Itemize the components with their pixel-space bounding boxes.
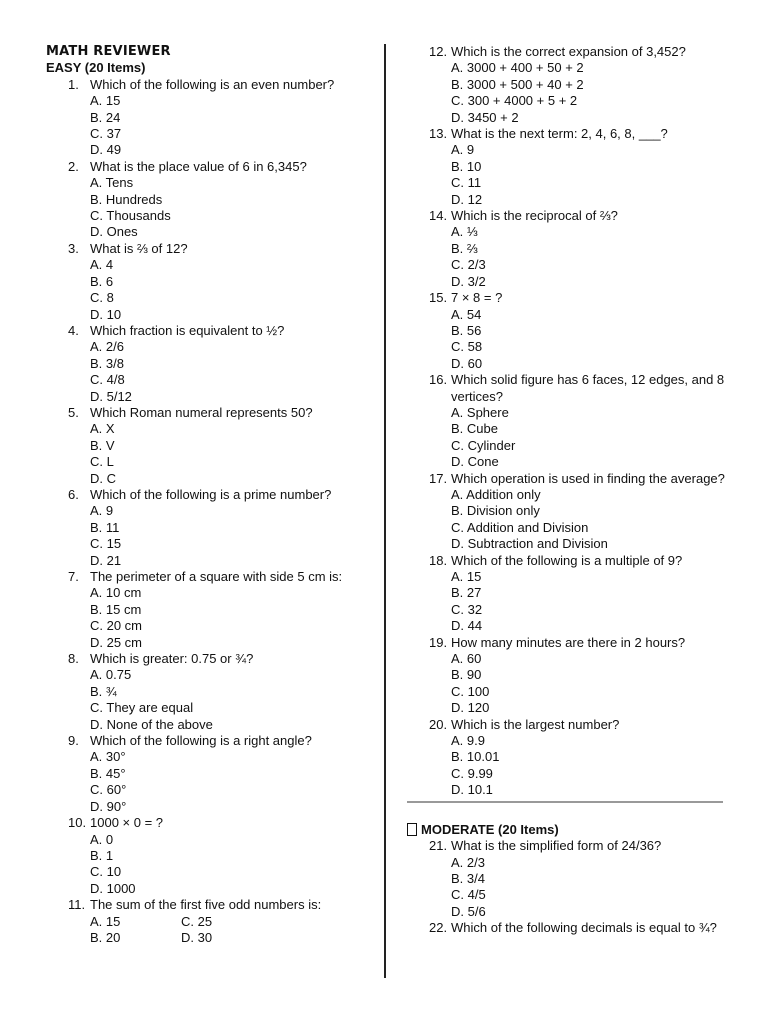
question-14	[407, 208, 725, 290]
question-2	[46, 159, 376, 241]
question-number: 19.	[429, 634, 448, 650]
option-a: A. 9.9	[451, 733, 485, 749]
question-number: 18.	[429, 552, 448, 568]
question-text: How many minutes are there in 2 hours?	[451, 634, 686, 650]
question-number: 3.	[68, 240, 79, 256]
option-a: A. 9	[451, 142, 475, 158]
option-a: A. ⅓	[451, 224, 478, 240]
option-d: D. 1000	[90, 880, 136, 896]
option-a: A. Addition only	[451, 486, 541, 502]
right-column	[407, 44, 725, 937]
option-a: A. Sphere	[451, 404, 509, 420]
question-15	[407, 290, 725, 372]
question-text: Which Roman numeral represents 50?	[90, 404, 313, 420]
question-number: 8.	[68, 651, 79, 667]
option-a: A. 9	[90, 503, 114, 519]
option-b: B. 15 cm	[90, 601, 142, 617]
option-d: D. 21	[90, 552, 122, 568]
question-number: 15.	[429, 290, 448, 306]
option-d: D. Cone	[451, 454, 499, 470]
option-d: D. None of the above	[90, 716, 213, 732]
question-3	[46, 241, 376, 323]
option-c: C. 4/8	[90, 372, 125, 388]
question-number: 1.	[68, 76, 79, 92]
option-b: B. 3000 + 500 + 40 + 2	[451, 76, 584, 92]
question-number: 12.	[429, 44, 448, 59]
question-text: Which is the reciprocal of ⅔?	[451, 208, 618, 224]
option-c: C. 32	[451, 601, 483, 617]
option-b: B. Division only	[451, 503, 540, 519]
question-text: What is ⅔ of 12?	[90, 240, 188, 256]
question-text: What is the place value of 6 in 6,345?	[90, 158, 307, 174]
question-number: 10.	[68, 815, 87, 831]
question-5	[46, 405, 376, 487]
question-19	[407, 635, 725, 717]
question-text: Which is greater: 0.75 or ¾?	[90, 651, 254, 667]
option-b: B. V	[90, 437, 115, 453]
option-c: C. Cylinder	[451, 437, 516, 453]
option-c: C. 15	[90, 536, 122, 552]
question-number: 7.	[68, 569, 79, 584]
question-text: Which of the following decimals is equal to ¾?	[451, 920, 717, 936]
option-c: C. 8	[90, 290, 114, 306]
moderate-section-heading	[407, 822, 725, 838]
option-b: B. 3/8	[90, 355, 124, 371]
option-a: A. 60	[451, 651, 482, 667]
option-d: D. 10	[90, 306, 122, 322]
option-d: D. Subtraction and Division	[451, 536, 608, 552]
option-d: D. 60	[451, 355, 483, 371]
moderate-heading-text: MODERATE (20 Items)	[421, 821, 559, 837]
question-number: 21.	[429, 838, 448, 854]
question-text: Which of the following is an even number?	[90, 76, 335, 92]
question-text: Which solid figure has 6 faces, 12 edges, and 8 vertices?	[451, 372, 725, 404]
option-d: D. 120	[451, 700, 490, 716]
option-c: C. 9.99	[451, 765, 493, 781]
question-20	[407, 717, 725, 799]
question-text: The perimeter of a square with side 5 cm is:	[90, 569, 343, 584]
question-text: 1000 × 0 = ?	[90, 815, 164, 831]
option-d: D. 5/6	[451, 903, 486, 919]
question-7	[46, 569, 376, 651]
option-c: C. L	[90, 454, 114, 470]
option-c: C. 58	[451, 339, 483, 355]
option-d: D. 3450 + 2	[451, 109, 519, 125]
question-number: 5.	[68, 404, 79, 420]
option-b: B. 3/4	[451, 870, 485, 886]
option-d: D. 12	[451, 191, 483, 207]
option-a: A. 15	[90, 913, 121, 929]
question-8	[46, 651, 376, 733]
option-a: A. 15	[451, 569, 482, 584]
question-number: 16.	[429, 372, 448, 388]
question-text: Which of the following is a multiple of 9?	[451, 552, 683, 568]
option-c: C. Thousands	[90, 208, 171, 224]
option-c: C. 4/5	[451, 887, 486, 903]
option-a: A. 4	[90, 257, 114, 273]
question-12	[407, 44, 725, 126]
option-b: B. Hundreds	[90, 191, 163, 207]
column-divider	[384, 44, 386, 978]
option-a: A. 2/3	[451, 854, 485, 870]
question-18	[407, 553, 725, 635]
option-d: D. 49	[90, 142, 122, 158]
question-number: 14.	[429, 208, 448, 224]
option-c: C. 11	[451, 175, 482, 191]
option-d: D. 44	[451, 618, 483, 634]
question-text: Which is the largest number?	[451, 716, 620, 732]
question-number: 4.	[68, 322, 79, 338]
option-b: B. 6	[90, 273, 114, 289]
option-b: B. 90	[451, 667, 482, 683]
question-number: 2.	[68, 158, 79, 174]
question-9	[46, 733, 376, 815]
option-d: D. 5/12	[90, 388, 132, 404]
option-a: A. 2/6	[90, 339, 124, 355]
option-a: A. 3000 + 400 + 50 + 2	[451, 60, 584, 76]
question-21	[407, 838, 725, 920]
option-a: A. 15	[90, 93, 121, 109]
question-1	[46, 77, 376, 159]
option-a: A. 54	[451, 306, 482, 322]
option-a: A. 0	[90, 831, 114, 847]
option-a: A. X	[90, 421, 115, 437]
option-a: A. 30°	[90, 749, 126, 765]
easy-section-heading: EASY (20 Items)	[46, 60, 146, 76]
option-a: A. 0.75	[90, 667, 132, 683]
document-title: MATH REVIEWER	[46, 44, 171, 59]
option-b: B. 10.01	[451, 749, 500, 765]
option-c: C. Addition and Division	[451, 519, 589, 535]
option-b: B. 24	[90, 109, 121, 125]
question-text: The sum of the first five odd numbers is:	[90, 897, 322, 913]
option-b: B. 10	[451, 158, 482, 174]
option-b: B. Cube	[451, 421, 498, 437]
option-b: B. 11	[90, 519, 120, 535]
option-c: C. 2/3	[451, 257, 486, 273]
question-text: Which operation is used in finding the average?	[451, 470, 725, 486]
option-b: B. 45°	[90, 765, 126, 781]
question-text: Which of the following is a right angle?	[90, 733, 312, 749]
question-number: 13.	[429, 126, 448, 142]
option-b: B. 56	[451, 322, 482, 338]
option-c: C. 300 + 4000 + 5 + 2	[451, 93, 578, 109]
question-number: 9.	[68, 733, 79, 749]
question-16	[407, 372, 725, 470]
option-d: D. 3/2	[451, 273, 486, 289]
options-grid	[46, 914, 376, 947]
question-number: 17.	[429, 470, 448, 486]
option-b: B. 27	[451, 585, 482, 601]
option-c: C. 10	[90, 864, 122, 880]
question-6	[46, 487, 376, 569]
option-c: C. 37	[90, 126, 122, 142]
question-text: Which of the following is a prime number?	[90, 486, 332, 502]
option-d: D. Ones	[90, 224, 138, 240]
question-number: 20.	[429, 716, 448, 732]
question-text: 7 × 8 = ?	[451, 290, 503, 306]
question-number: 6.	[68, 486, 79, 502]
option-d: D. C	[90, 470, 116, 486]
question-text: Which is the correct expansion of 3,452?	[451, 44, 686, 59]
option-a: A. Tens	[90, 175, 134, 191]
option-d: D. 30	[181, 929, 213, 945]
question-13	[407, 126, 725, 208]
option-d: D. 90°	[90, 798, 127, 814]
option-c: C. 25	[181, 913, 213, 929]
left-column	[46, 44, 376, 946]
question-number: 22.	[429, 920, 448, 936]
question-number: 11.	[68, 897, 86, 913]
option-c: C. They are equal	[90, 700, 194, 716]
option-a: A. 10 cm	[90, 585, 142, 601]
question-11	[46, 897, 376, 946]
option-b: B. 20	[90, 929, 121, 945]
question-text: Which fraction is equivalent to ½?	[90, 322, 285, 338]
option-b: B. ⅔	[451, 240, 478, 256]
option-d: D. 10.1	[451, 782, 493, 798]
missing-glyph-icon	[407, 823, 417, 836]
option-b: B. 1	[90, 847, 114, 863]
option-d: D. 25 cm	[90, 634, 143, 650]
option-c: C. 20 cm	[90, 618, 143, 634]
question-17	[407, 471, 725, 553]
question-4	[46, 323, 376, 405]
question-text: What is the next term: 2, 4, 6, 8, ___?	[451, 126, 668, 142]
option-c: C. 60°	[90, 782, 127, 798]
option-b: B. ¾	[90, 683, 117, 699]
question-10	[46, 815, 376, 897]
question-text: What is the simplified form of 24/36?	[451, 838, 662, 854]
option-c: C. 100	[451, 683, 490, 699]
question-22	[407, 920, 725, 936]
